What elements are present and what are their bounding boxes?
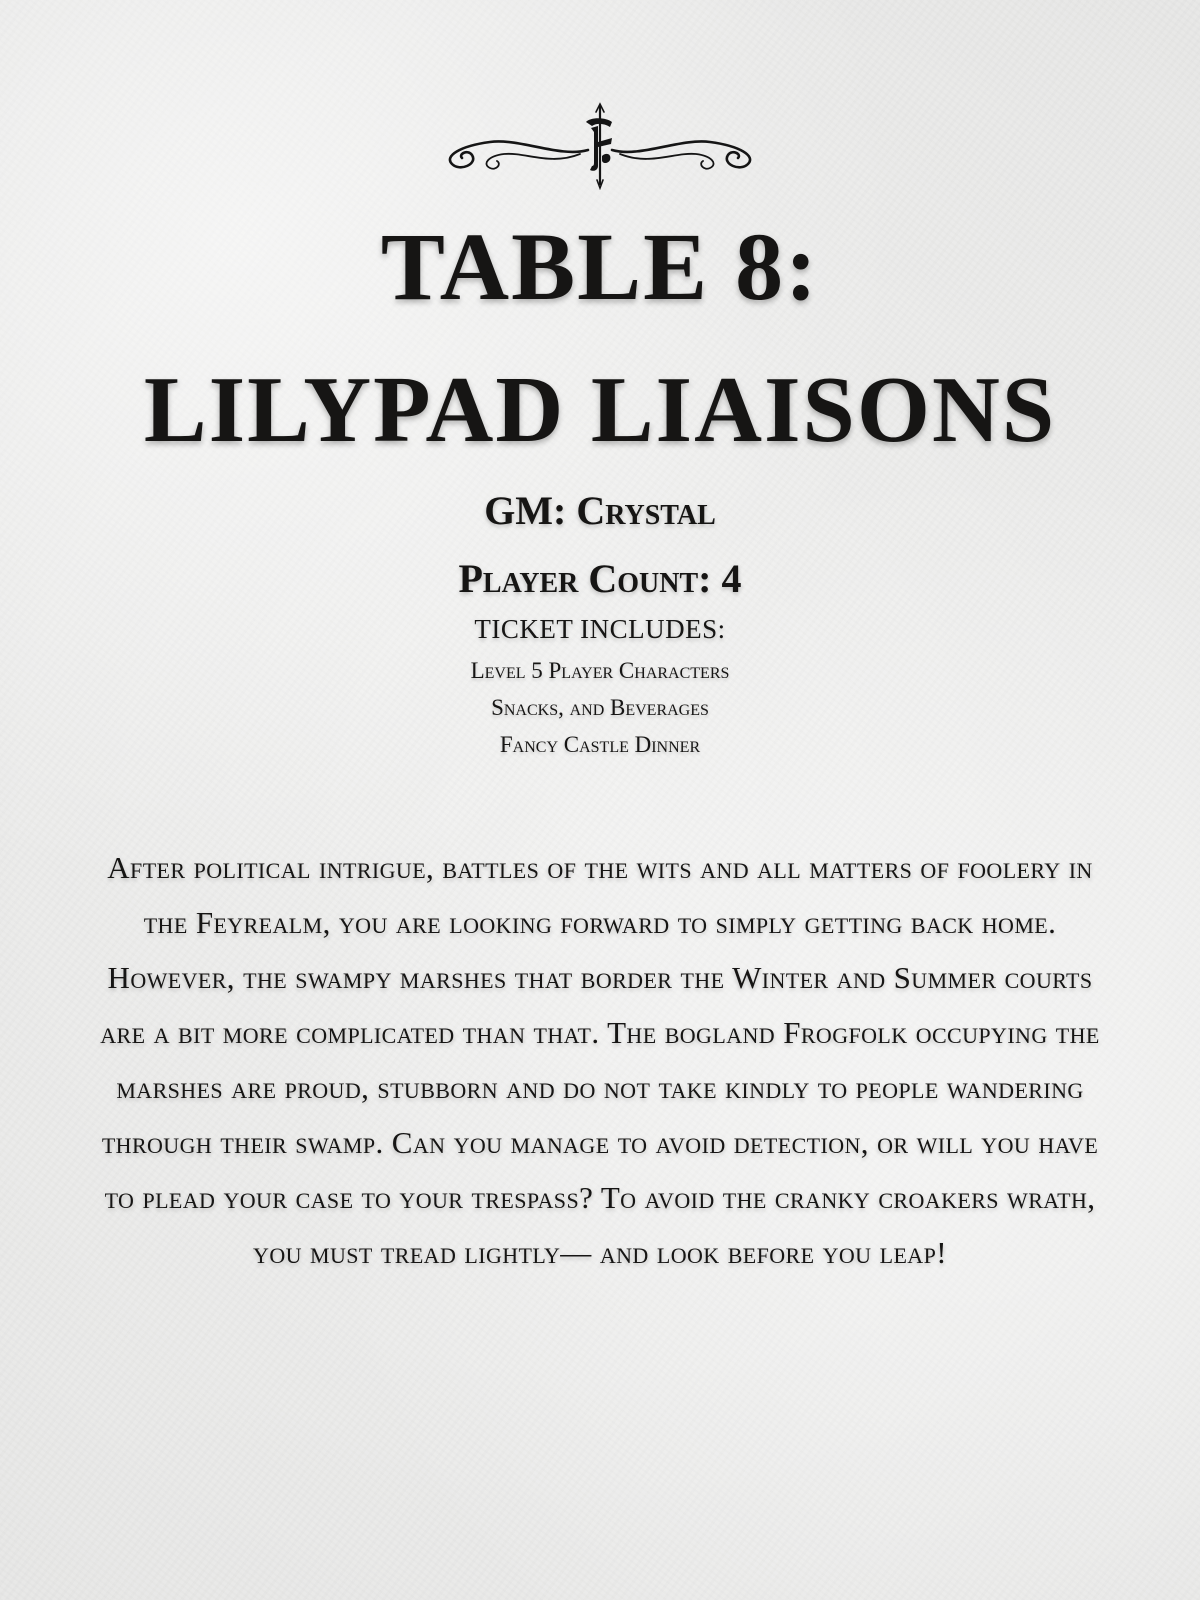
list-item: Fancy Castle Dinner <box>499 732 701 757</box>
flourish-monogram-icon <box>430 100 770 190</box>
page-title-line1: TABLE 8: <box>380 213 820 320</box>
page-title-line2: LILYPAD LIAISONS <box>143 358 1057 462</box>
gm-label: GM: Crystal <box>484 488 716 533</box>
list-item: Snacks, and Beverages <box>491 695 709 720</box>
list-item: Level 5 Player Characters <box>470 658 730 683</box>
ticket-includes-heading: TICKET INCLUDES: <box>474 614 726 644</box>
event-description: After political intrigue, battles of the wits and all matters of foolery in the Feyrealm, you are looking forward to simply getting back home. However, the swampy marshes that border the Winter and Summer courts are a bit more complicated than that. The bogland Frogfolk occupying the marshes are proud, stubborn and do not take kindly to people wandering through their swamp. Can you manage to avoid detection, or will you have to plead your case to your trespass? To avoid the cranky croakers wrath, you must tread lightly— and look before you leap! <box>100 850 1100 1270</box>
player-count-label: Player Count: 4 <box>458 556 742 601</box>
ticket-includes-list <box>0 652 1200 763</box>
